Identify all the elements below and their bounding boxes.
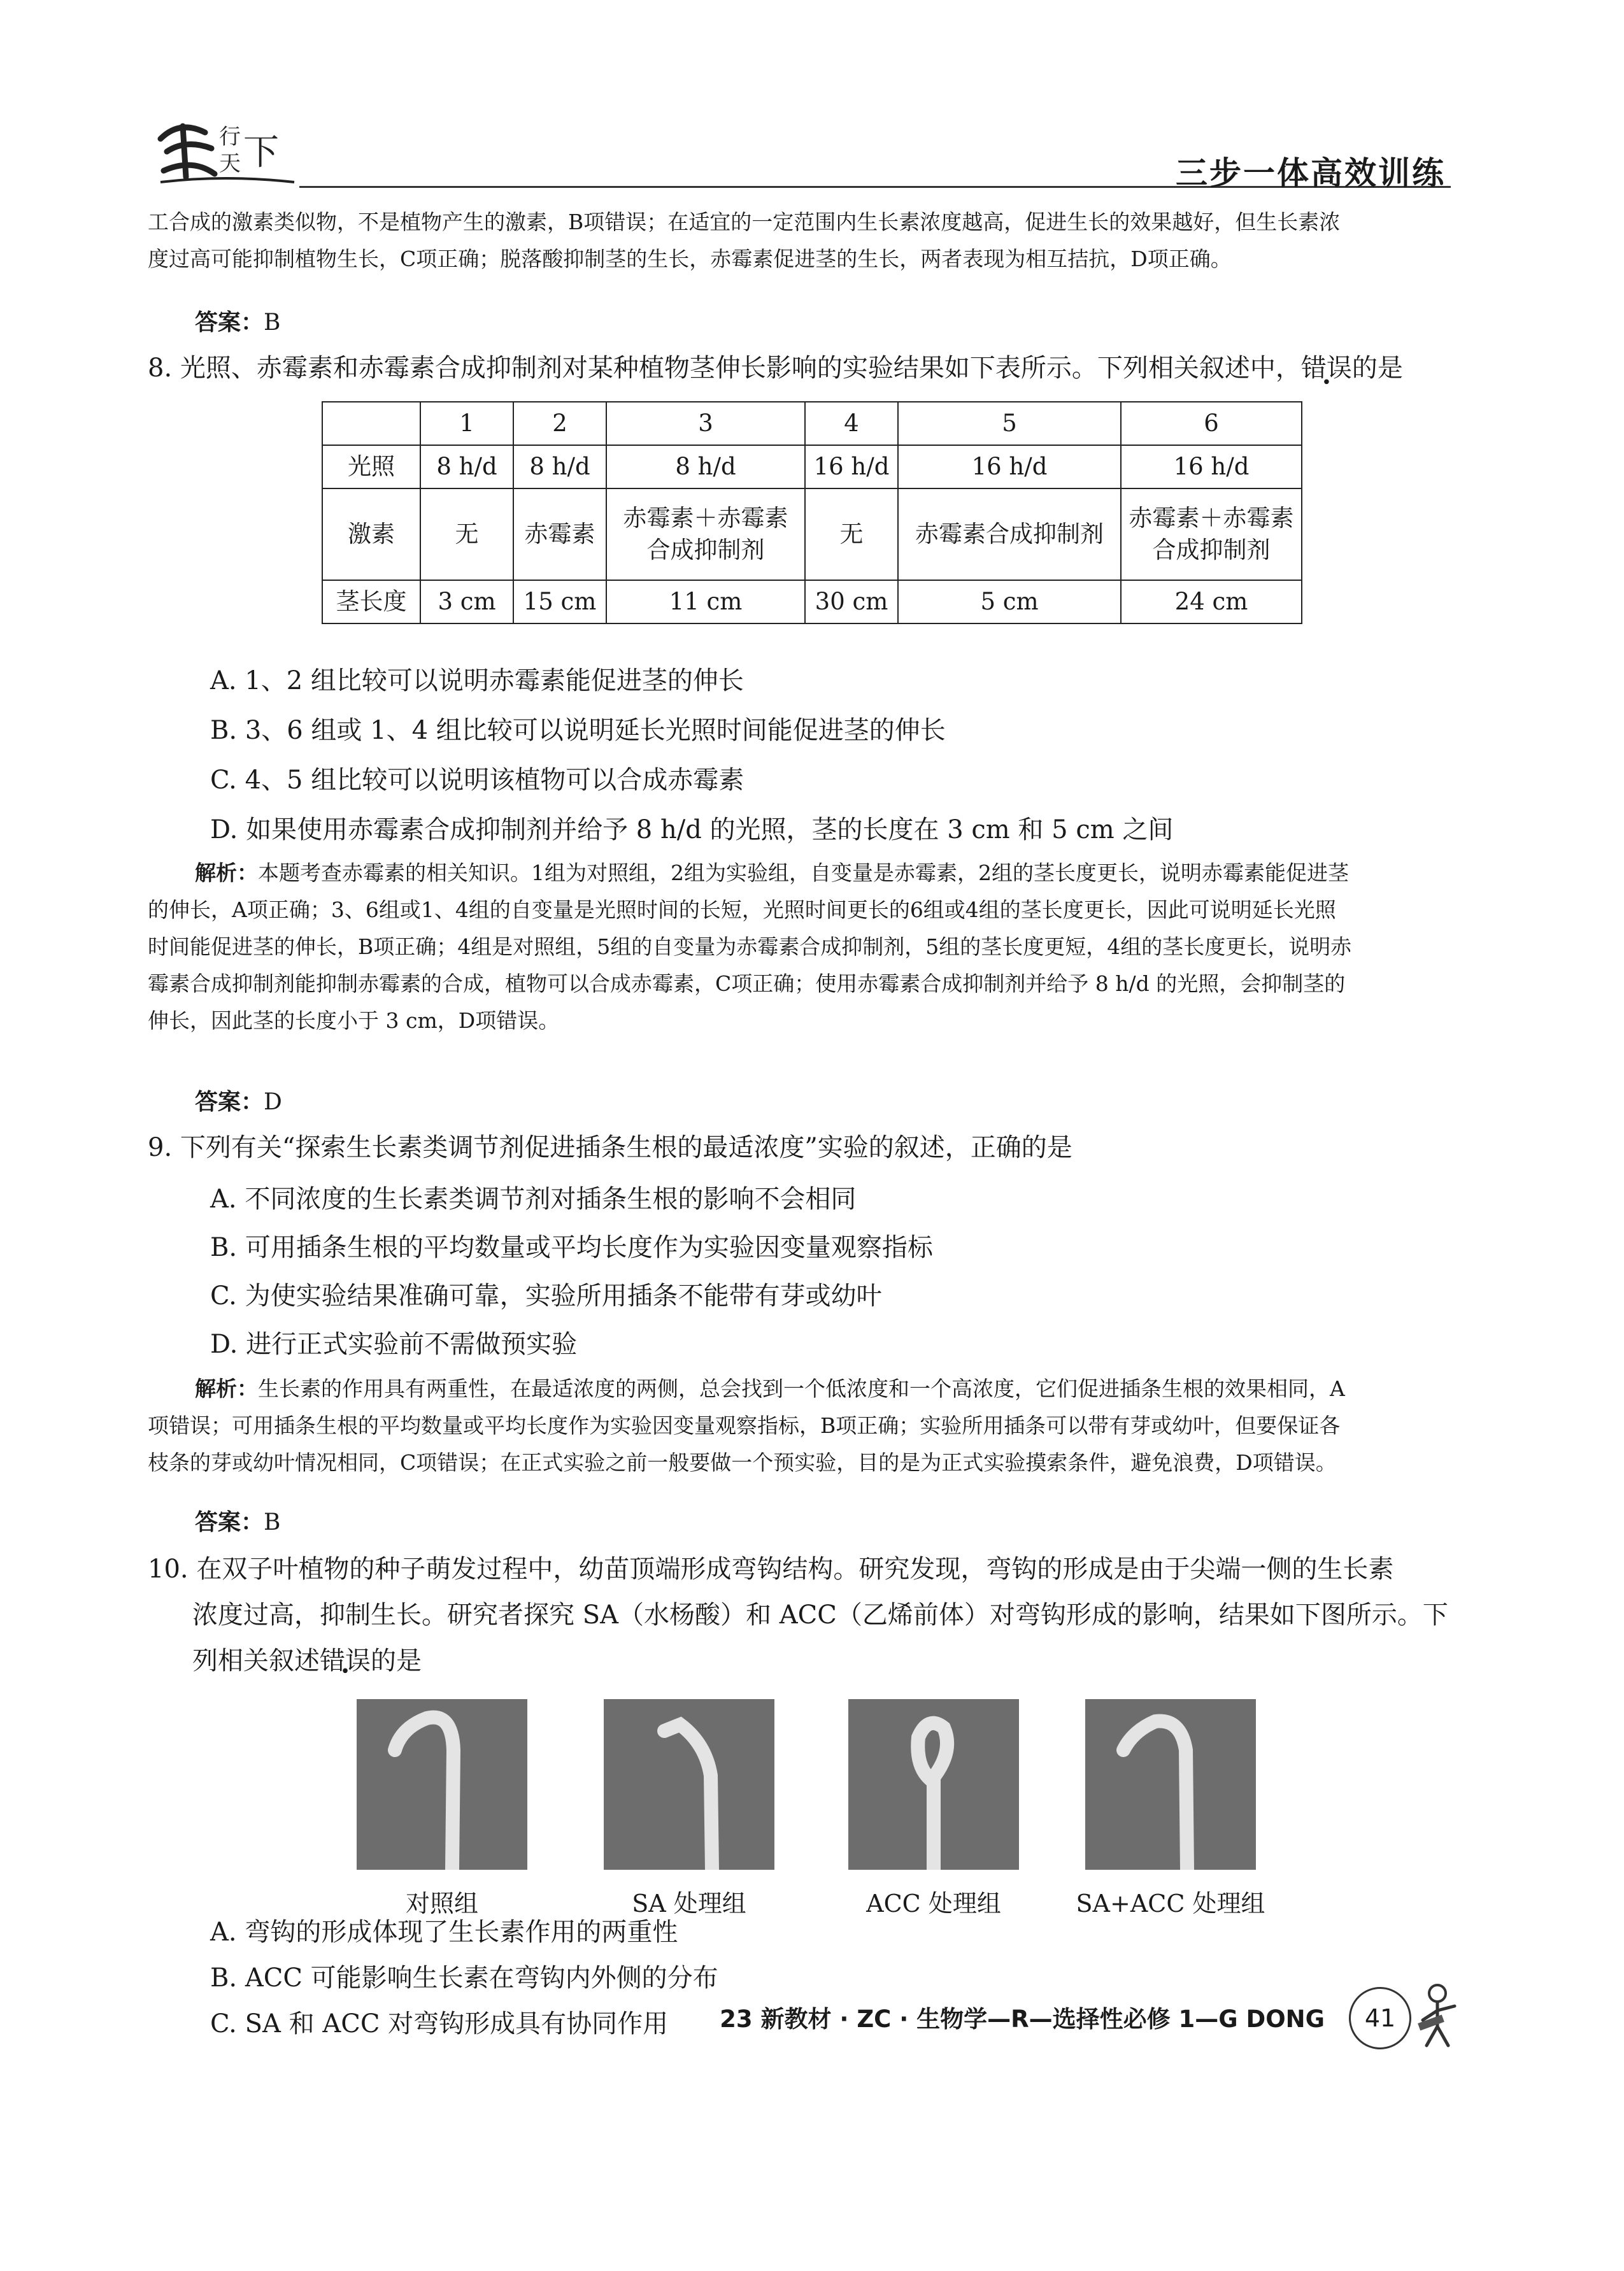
seedling-photo-control — [357, 1699, 527, 1870]
table-header-cell: 5 — [898, 402, 1121, 445]
table-cell: 30 cm — [805, 580, 898, 623]
option-c: C. 4、5 组比较可以说明该植物可以合成赤霉素 — [210, 765, 744, 795]
table-cell — [513, 488, 606, 580]
photo-caption: SA 处理组 — [632, 1890, 746, 1918]
answer-label: 答案： — [195, 310, 264, 336]
q7-answer — [195, 304, 280, 337]
analysis-text: 本题考查赤霉素的相关知识。1组为对照组，2组为实验组，自变量是赤霉素，2组的茎长度更长，说明赤霉素能促进茎 — [258, 860, 1349, 885]
table-cell: 24 cm — [1121, 580, 1302, 623]
cell-line: 赤霉素合成抑制剂 — [915, 520, 1104, 548]
option-d: D. 如果使用赤霉素合成抑制剂并给予 8 h/d 的光照，茎的长度在 3 cm 和 5 cm 之间 — [210, 815, 1174, 844]
q8-options — [210, 656, 1458, 855]
analysis-line — [148, 1370, 1460, 1407]
cell-line: 无 — [839, 520, 864, 548]
table-header-row — [322, 402, 1302, 445]
header-title: 三步一体高效训练 — [1176, 155, 1446, 192]
table-cell — [322, 402, 420, 445]
cell-line: 无 — [455, 520, 479, 548]
q9-options — [210, 1175, 1458, 1369]
option-d: D. 进行正式实验前不需做预实验 — [210, 1330, 578, 1359]
table-row — [322, 580, 1302, 623]
analysis-line: 项错误；可用插条生根的平均数量或平均长度作为实验因变量观察指标，B项正确；实验所用插条可以带有芽或幼叶，但要保证各 — [148, 1413, 1341, 1438]
intro-line: 工合成的激素类似物，不是植物产生的激素，B项错误；在适宜的一定范围内生长素浓度越高，促进生长的效果越好，但生长素浓 — [148, 210, 1341, 234]
analysis-label: 解析： — [195, 1376, 258, 1401]
photo-caption: 对照组 — [405, 1890, 478, 1918]
table-header-cell: 1 — [420, 402, 513, 445]
q10-stem — [148, 1546, 1460, 1684]
intro-text — [148, 204, 1460, 278]
row-label: 激素 — [322, 488, 420, 580]
table-cell — [805, 488, 898, 580]
option-b: B. 可用插条生根的平均数量或平均长度作为实验因变量观察指标 — [210, 1233, 933, 1262]
row-label: 光照 — [322, 445, 420, 488]
cell-line: 赤霉素＋赤霉素 — [623, 504, 788, 532]
table-row — [322, 488, 1302, 580]
table-cell: 8 h/d — [606, 445, 805, 488]
table-header-cell: 6 — [1121, 402, 1302, 445]
analysis-line: 的伸长，A项正确；3、6组或1、4组的自变量是光照时间的长短，光照时间更长的6组或4组的茎长度更长，因此可说明延长光照 — [148, 897, 1336, 922]
option-c: C. 为使实验结果准确可靠，实验所用插条不能带有芽或幼叶 — [210, 1281, 882, 1311]
analysis-line: 霉素合成抑制剂能抑制赤霉素的合成，植物可以合成赤霉素，C项正确；使用赤霉素合成抑制剂并给予 8 h/d 的光照，会抑制茎的 — [148, 971, 1346, 996]
mascot-icon — [1415, 1982, 1460, 2052]
q8-answer — [195, 1084, 282, 1116]
table-cell: 16 h/d — [898, 445, 1121, 488]
table-header-cell: 4 — [805, 402, 898, 445]
table-row — [322, 445, 1302, 488]
analysis-line: 枝条的芽或幼叶情况相同，C项错误；在正式实验之前一般要做一个预实验，目的是为正式实验摸索条件，避免浪费，D项错误。 — [148, 1450, 1337, 1475]
table-cell — [1121, 488, 1302, 580]
cell-line: 合成抑制剂 — [1152, 536, 1271, 564]
q9-answer — [195, 1504, 280, 1537]
analysis-label: 解析： — [195, 860, 258, 885]
stem-line: 10. 在双子叶植物的种子萌发过程中，幼苗顶端形成弯钩结构。研究发现，弯钩的形成是由于尖端一侧的生长素 — [148, 1555, 1394, 1584]
q9-stem: 9. 下列有关“探索生长素类调节剂促进插条生根的最适浓度”实验的叙述，正确的是 — [148, 1133, 1072, 1162]
table-cell: 8 h/d — [513, 445, 606, 488]
brand-logo — [148, 113, 301, 190]
q8-stem — [148, 349, 1460, 387]
stem-line: 浓度过高，抑制生长。研究者探究 SA（水杨酸）和 ACC（乙烯前体）对弯钩形成的影响，结果如下图所示。下 — [192, 1600, 1448, 1630]
emphasis-text: 错误 — [1300, 353, 1352, 383]
answer-value: B — [264, 1509, 281, 1535]
table-cell: 15 cm — [513, 580, 606, 623]
answer-label: 答案： — [195, 1089, 264, 1115]
table-cell — [420, 488, 513, 580]
table-cell: 11 cm — [606, 580, 805, 623]
svg-text:下: 下 — [243, 132, 279, 173]
analysis-text: 生长素的作用具有两重性，在最适浓度的两侧，总会找到一个低浓度和一个高浓度，它们促进插条生根的效果相同，A — [258, 1376, 1345, 1401]
analysis-line — [148, 855, 1460, 892]
table-cell: 3 cm — [420, 580, 513, 623]
row-label: 茎长度 — [322, 580, 420, 623]
analysis-line: 伸长，因此茎的长度小于 3 cm，D项错误。 — [148, 1008, 560, 1033]
option-a: A. 1、2 组比较可以说明赤霉素能促进茎的伸长 — [210, 666, 744, 695]
table-header-cell: 3 — [606, 402, 805, 445]
analysis-line: 时间能促进茎的伸长，B项正确；4组是对照组，5组的自变量为赤霉素合成抑制剂，5组的茎长度更短，4组的茎长度更长，说明赤 — [148, 934, 1352, 959]
option-b: B. 3、6 组或 1、4 组比较可以说明延长光照时间能促进茎的伸长 — [210, 716, 946, 745]
answer-value: B — [264, 310, 281, 336]
svg-text:天: 天 — [219, 151, 241, 176]
footer-title: 23 新教材 · ZC · 生物学—R—选择性必修 1—G DONG — [720, 2005, 1325, 2033]
photo-caption: ACC 处理组 — [866, 1890, 1001, 1918]
table-header-cell: 2 — [513, 402, 606, 445]
cell-line: 合成抑制剂 — [646, 536, 765, 564]
stem-text: 8. 光照、赤霉素和赤霉素合成抑制剂对某种植物茎伸长影响的实验结果如下表所示。下列相关叙述中， — [148, 353, 1301, 383]
seedling-photo-acc — [848, 1699, 1019, 1870]
stem-line — [148, 1638, 1460, 1684]
option-c: C. SA 和 ACC 对弯钩形成具有协同作用 — [210, 2009, 669, 2039]
seedling-photo-sa — [604, 1699, 774, 1870]
option-b: B. ACC 可能影响生长素在弯钩内外侧的分布 — [210, 1963, 718, 1993]
option-a: A. 不同浓度的生长素类调节剂对插条生根的影响不会相同 — [210, 1185, 857, 1214]
table-cell: 8 h/d — [420, 445, 513, 488]
option-a: A. 弯钩的形成体现了生长素作用的两重性 — [210, 1918, 678, 1947]
table-cell: 16 h/d — [805, 445, 898, 488]
q9-analysis — [148, 1370, 1460, 1481]
cell-line: 赤霉素＋赤霉素 — [1129, 504, 1294, 532]
q8-analysis — [148, 855, 1460, 1039]
emphasis-text: 错误 — [320, 1646, 371, 1676]
table-cell — [898, 488, 1121, 580]
table-cell — [606, 488, 805, 580]
stem-text: 的是 — [371, 1646, 422, 1676]
page-number: 41 — [1349, 1987, 1411, 2049]
table-cell: 5 cm — [898, 580, 1121, 623]
seedling-photo-sa-acc — [1085, 1699, 1256, 1870]
table-cell: 16 h/d — [1121, 445, 1302, 488]
cell-line: 赤霉素 — [524, 520, 595, 548]
stem-text: 的是 — [1351, 353, 1403, 383]
answer-value: D — [264, 1089, 282, 1115]
intro-line: 度过高可能抑制植物生长，C项正确；脱落酸抑制茎的生长，赤霉素促进茎的生长，两者表现为相互拮抗，D项正确。 — [148, 246, 1232, 271]
stem-text: 列相关叙述 — [192, 1646, 320, 1676]
photo-caption: SA+ACC 处理组 — [1076, 1890, 1265, 1918]
experiment-table — [322, 401, 1302, 624]
answer-label: 答案： — [195, 1509, 264, 1535]
svg-text:行: 行 — [219, 124, 241, 150]
